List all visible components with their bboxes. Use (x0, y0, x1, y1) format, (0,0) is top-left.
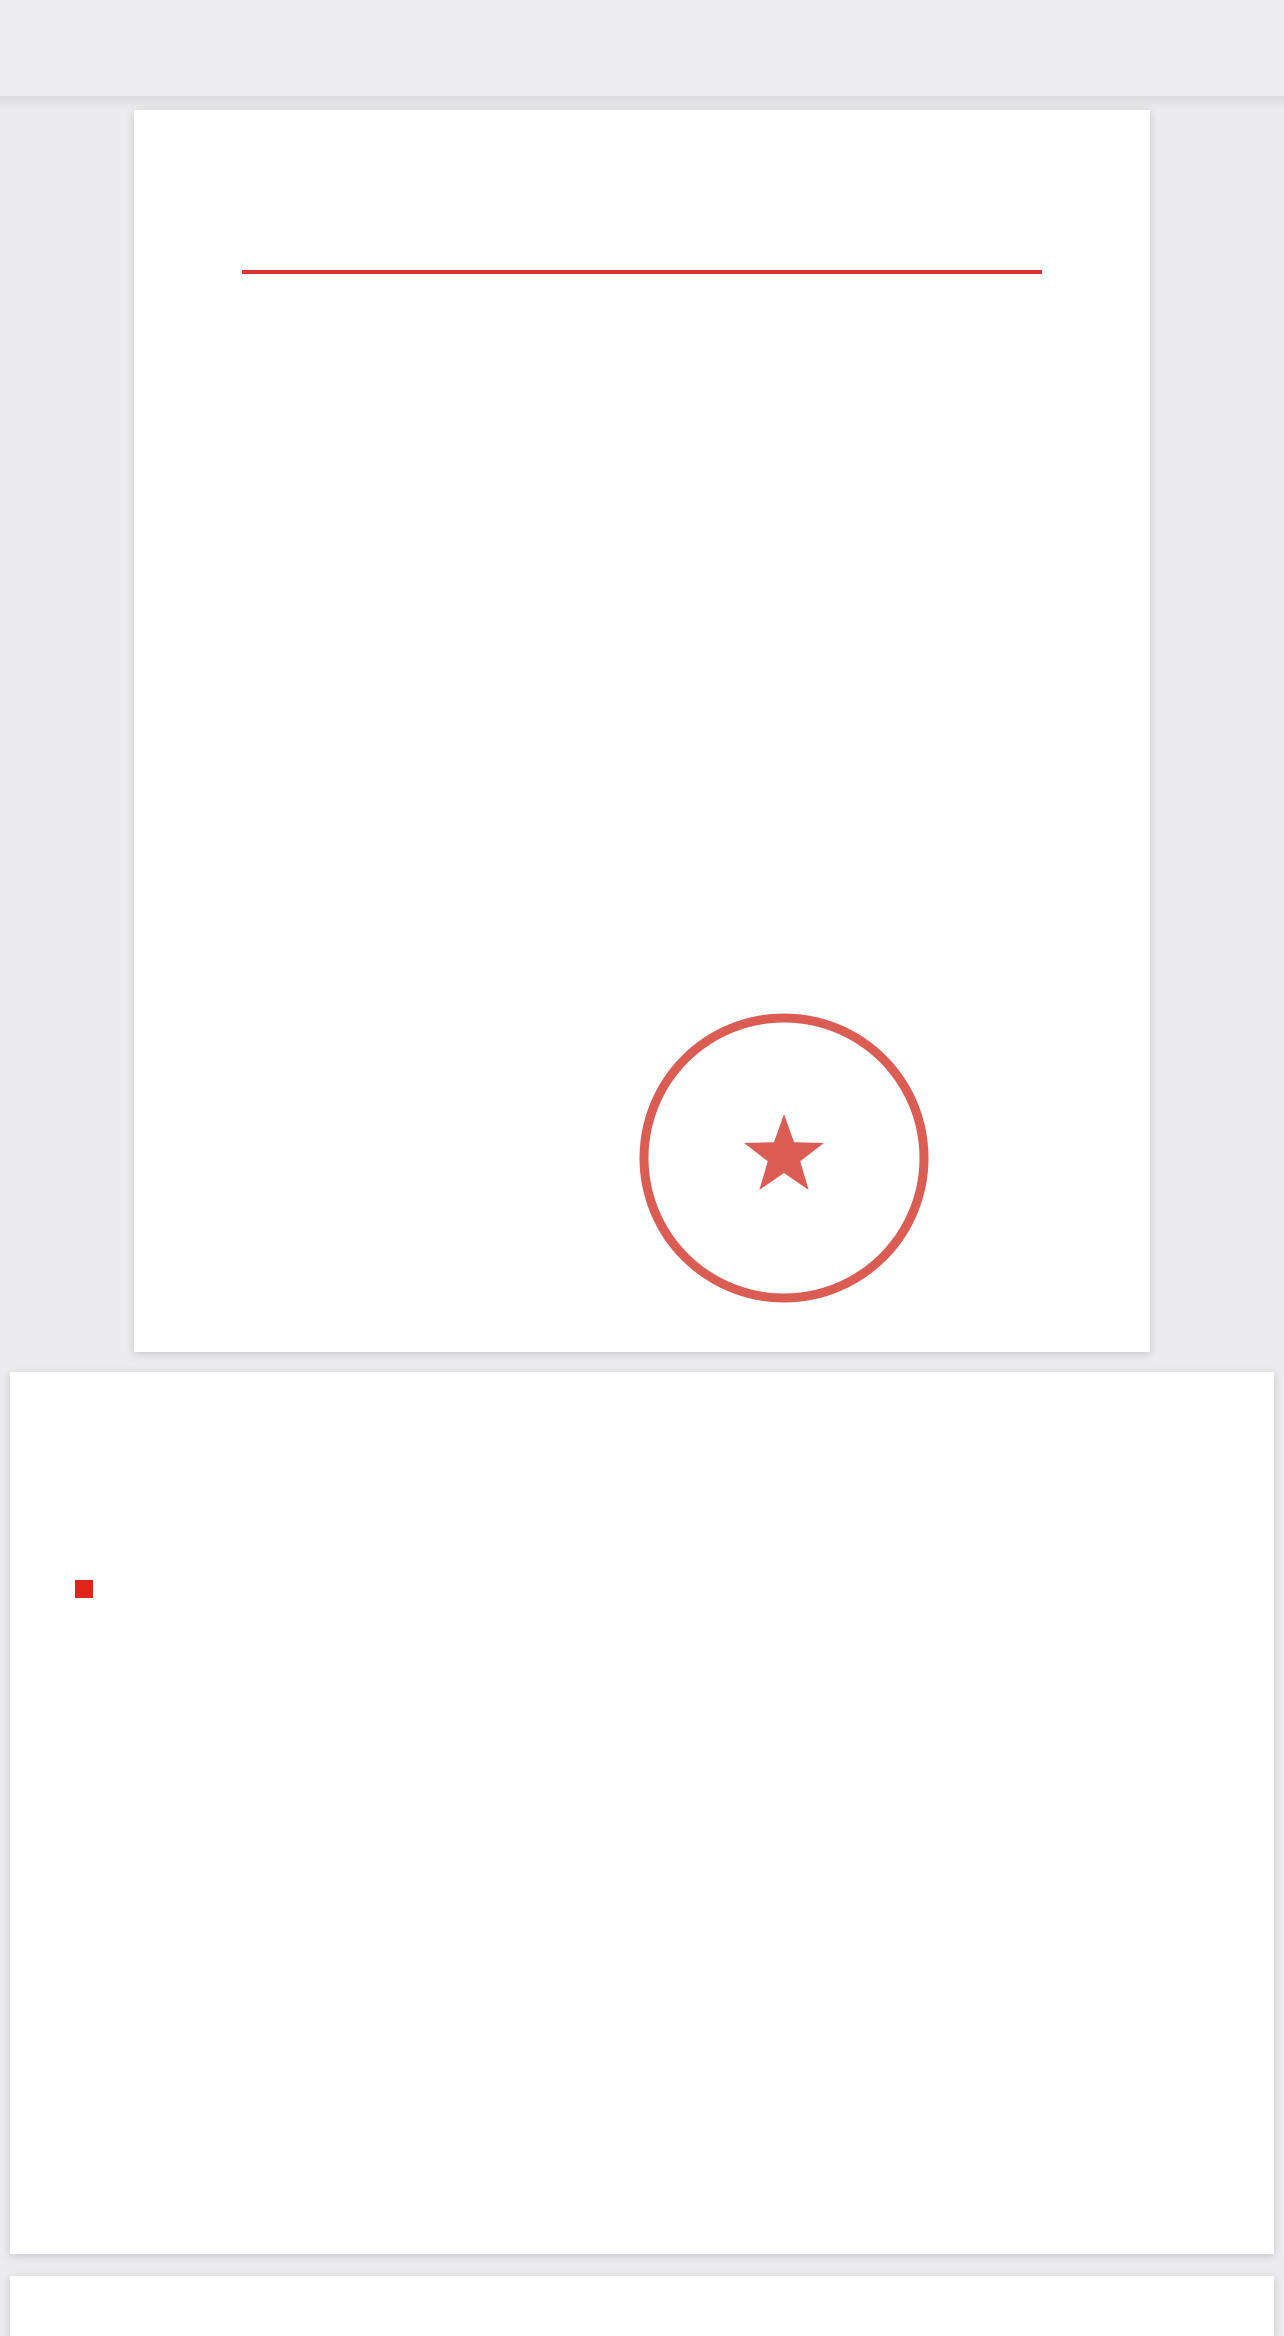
highlight-annotation-box (75, 1580, 93, 1598)
close-icon[interactable] (50, 0, 140, 78)
letterhead-rule (242, 270, 1042, 274)
official-seal-stamp (634, 1008, 934, 1308)
document-page-1 (134, 110, 1150, 1352)
document-page-3 (10, 2276, 1274, 2336)
topbar (0, 0, 1284, 96)
document-page-2 (10, 1372, 1274, 2254)
seal-star-icon (744, 1114, 824, 1190)
org-letterhead-title (134, 110, 1150, 228)
